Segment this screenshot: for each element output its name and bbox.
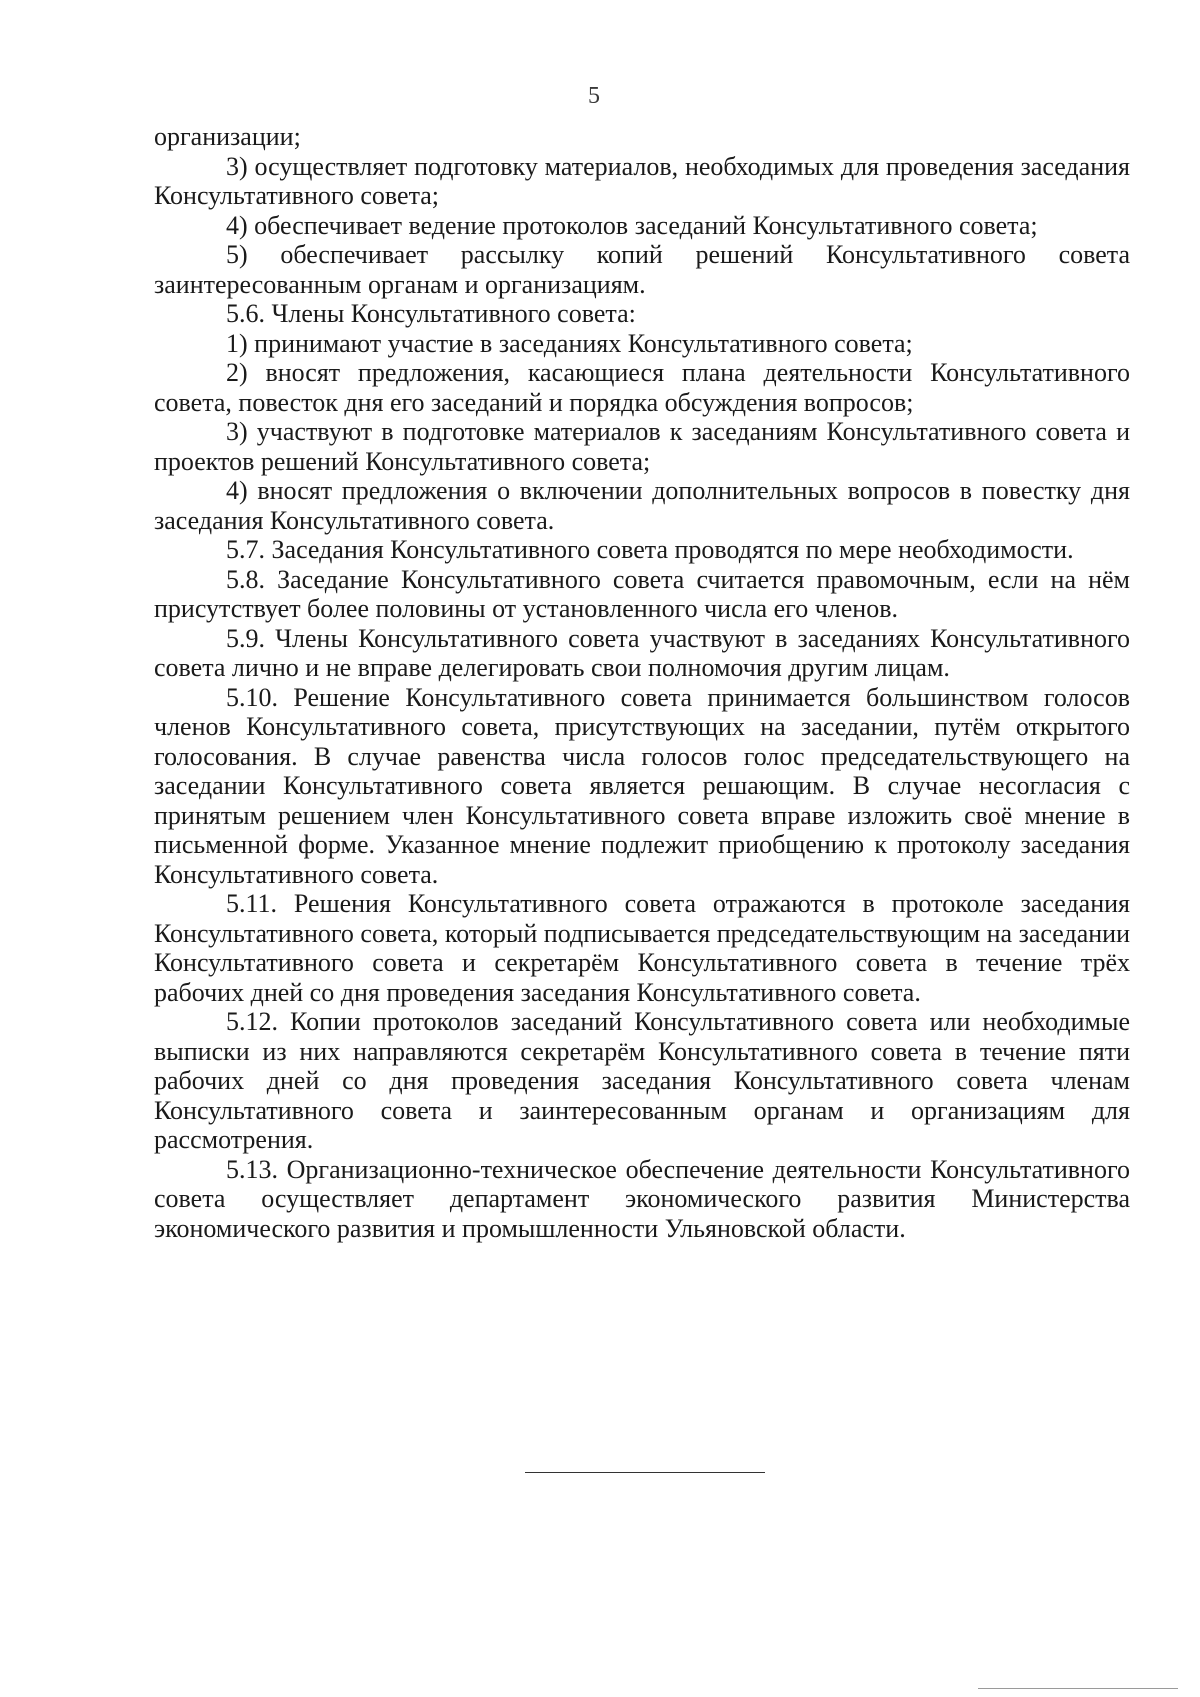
paragraph-5-6-item-2: 2) вносят предложения, касающиеся плана деятельности Консультативного совета, повесток дня его заседаний и порядка обсуждения вопросов;	[154, 358, 1130, 417]
paragraph-5-8: 5.8. Заседание Консультативного совета считается правомочным, если на нём присутствует более половины от установленного числа его членов.	[154, 564, 1130, 623]
paragraph-5-12: 5.12. Копии протоколов заседаний Консультативного совета или необходимые выписки из них направляются секретарём Консультативного совета в течение пяти рабочих дней со дня проведения заседания Консультативного совета членам Консультативного совета и заинтересованным органам и организациям для рассмотрения.	[154, 1007, 1130, 1154]
paragraph-continuation: организации;	[154, 122, 301, 151]
paragraph-5-6-item-4: 4) вносят предложения о включении дополнительных вопросов в повестку дня заседания Консультативного совета.	[154, 476, 1130, 535]
scan-edge-mark	[978, 1688, 1178, 1689]
paragraph-5-9: 5.9. Члены Консультативного совета участвуют в заседаниях Консультативного совета лично и не вправе делегировать свои полномочия другим лицам.	[154, 623, 1130, 682]
paragraph-5-13: 5.13. Организационно-техническое обеспечение деятельности Консультативного совета осуществляет департамент экономического развития Министерства экономического развития и промышленности Ульяновской области.	[154, 1154, 1130, 1243]
end-divider	[525, 1472, 765, 1473]
paragraph-5-6: 5.6. Члены Консультативного совета:	[226, 299, 636, 328]
paragraph-item-5: 5) обеспечивает рассылку копий решений Консультативного совета заинтересованным органам и организациям.	[154, 240, 1130, 299]
paragraph-5-6-item-3: 3) участвуют в подготовке материалов к заседаниям Консультативного совета и проектов решений Консультативного совета;	[154, 417, 1130, 476]
paragraph-5-10: 5.10. Решение Консультативного совета принимается большинством голосов членов Консультативного совета, присутствующих на заседании, путём открытого голосования. В случае равенства числа голосов голос председательствующего на заседании Консультативного совета является решающим. В случае несогласия с принятым решением член Консультативного совета вправе изложить своё мнение в письменной форме. Указанное мнение подлежит приобщению к протоколу заседания Консультативного совета.	[154, 682, 1130, 889]
paragraph-item-3: 3) осуществляет подготовку материалов, необходимых для проведения заседания Консультативного совета;	[154, 151, 1130, 210]
paragraph-item-4: 4) обеспечивает ведение протоколов заседаний Консультативного совета;	[226, 210, 1038, 240]
paragraph-5-11: 5.11. Решения Консультативного совета отражаются в протоколе заседания Консультативного совета, который подписывается председательствующим на заседании Консультативного совета и секретарём Консультативного совета в течение трёх рабочих дней со дня проведения заседания Консультативного совета.	[154, 889, 1130, 1007]
paragraph-5-7: 5.7. Заседания Консультативного совета проводятся по мере необходимости.	[226, 535, 1074, 564]
document-body	[154, 122, 1130, 1243]
page-number: 5	[588, 83, 600, 109]
paragraph-5-6-item-1: 1) принимают участие в заседаниях Консультативного совета;	[226, 328, 913, 358]
